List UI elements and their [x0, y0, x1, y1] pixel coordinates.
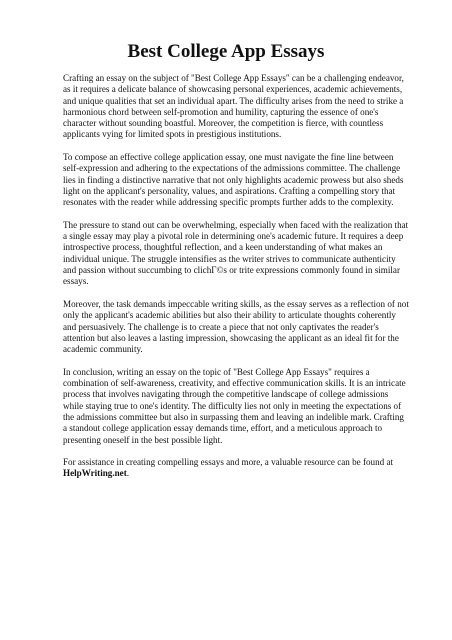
document-title: Best College App Essays	[127, 41, 325, 62]
paragraph-2: To compose an effective college application essay, one must navigate the fine line between self-expression and adhering to the expectations of the admissions committee. The challenge lies in finding a distinctive narrative that not only highlights academic prowess but also sheds light on the applicant's personality, values, and aspirations. Crafting a compelling story that resonates with the reader while addressing specific prompts further adds to the complexity.	[63, 152, 404, 208]
closing-text: For assistance in creating compelling essays and more, a valuable resource can be found at	[63, 457, 394, 468]
paragraph-4: Moreover, the task demands impeccable writing skills, as the essay serves as a reflection of not only the applicant's academic abilities but also their ability to articulate thoughts coherently and persuasively. The challenge is to create a piece that not only captivates the reader's attention but also leaves a lasting impression, showcasing the applicant as an ideal fit for the academic community.	[63, 298, 409, 355]
paragraph-3: The pressure to stand out can be overwhelming, especially when faced with the realization that a single essay may play a pivotal role in determining one's academic future. It requires a deep introspective process, thoughtful reflection, and a keen understanding of what makes an individual unique. The struggle intensifies as the writer strives to communicate authenticity and passion without succumbing to clichГ©s or trite expressions commonly found in similar essays.	[63, 219, 409, 287]
document-body	[63, 73, 409, 491]
paragraph-5: In conclusion, writing an essay on the topic of "Best College App Essays" requires a combination of self-awareness, creativity, and effective communication skills. It is an intricate process that involves navigating through the competitive landscape of college admissions while staying true to one's identity. The difficulty lies not only in meeting the expectations of the admissions committee but also in surpassing them and leaving an indelible mark. Crafting a standout college application essay demands time, effort, and a meticulous approach to presenting oneself in the best possible light.	[63, 366, 406, 445]
closing-period: .	[126, 468, 130, 479]
paragraph-1: Crafting an essay on the subject of "Best College App Essays" can be a challenging endeavor, as it requires a delicate balance of showcasing personal experiences, academic achievements, and unique qualities that set an individual apart. The difficulty arises from the need to strike a harmonious chord between self-promotion and humility, capturing the essence of one's character without sounding boastful. Moreover, the competition is fierce, with countless applicants vying for limited spots in prestigious institutions.	[63, 73, 404, 140]
helpwriting-link[interactable]: HelpWriting.net	[63, 468, 127, 479]
closing-paragraph	[63, 457, 409, 480]
